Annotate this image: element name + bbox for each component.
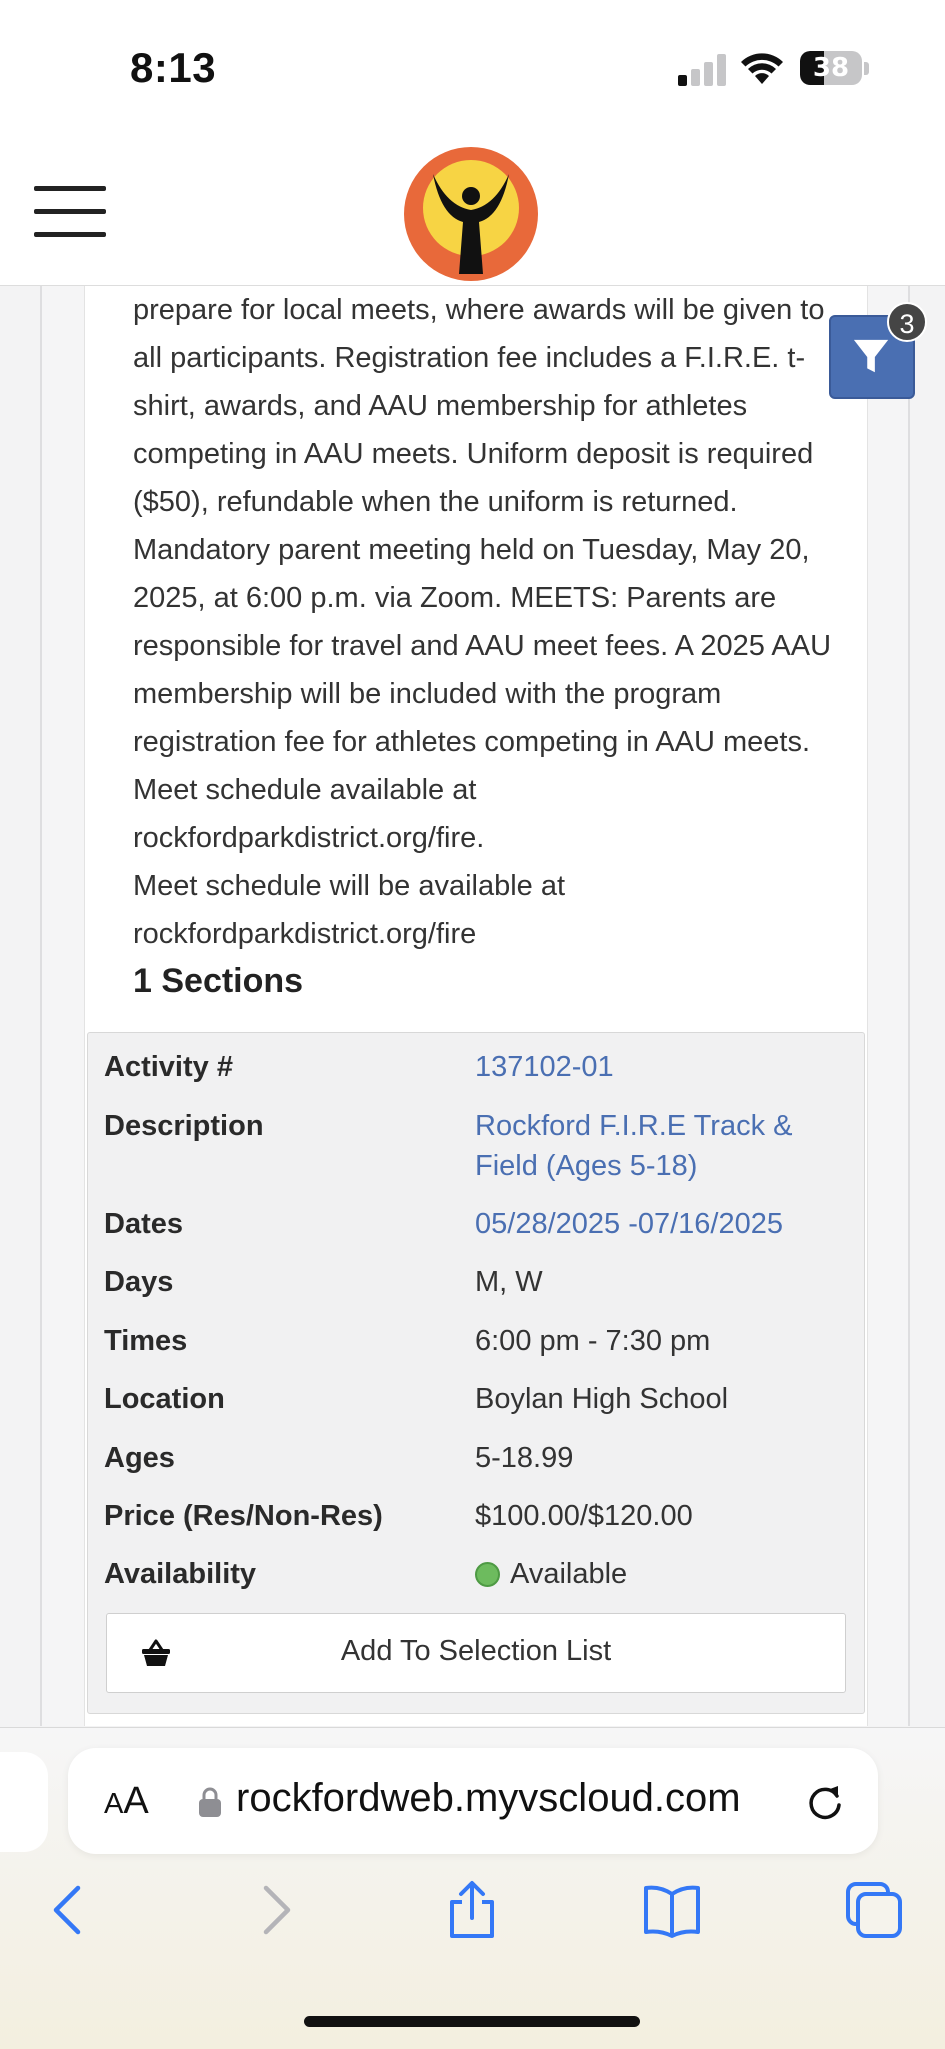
detail-label: Ages xyxy=(104,1442,175,1474)
activity-detail-card xyxy=(84,286,868,1726)
detail-label: Days xyxy=(104,1266,174,1298)
hamburger-menu-icon[interactable] xyxy=(34,186,106,238)
battery-level: 38 xyxy=(812,53,850,83)
sections-title: 1 Sections xyxy=(133,962,304,1000)
reload-icon[interactable] xyxy=(802,1778,848,1824)
battery-tip xyxy=(864,62,869,75)
url-text: rockfordweb.myvscloud.com xyxy=(236,1776,741,1820)
home-indicator xyxy=(304,2016,640,2027)
previous-tab-preview[interactable] xyxy=(0,1752,48,1852)
activity-number-link[interactable]: 137102-01 xyxy=(475,1051,614,1083)
tabs-icon[interactable] xyxy=(844,1880,904,1940)
detail-value: M, W xyxy=(475,1266,543,1298)
bookmarks-icon[interactable] xyxy=(642,1880,702,1940)
app-header xyxy=(0,140,945,286)
detail-label: Dates xyxy=(104,1208,183,1240)
forward-icon[interactable] xyxy=(244,1880,304,1940)
activity-description xyxy=(133,286,833,958)
dates-link[interactable]: 05/28/2025 -07/16/2025 xyxy=(475,1208,783,1240)
add-button-label: Add To Selection List xyxy=(340,1635,612,1667)
lock-icon xyxy=(198,1786,222,1818)
available-status-icon xyxy=(475,1562,500,1587)
status-bar xyxy=(0,0,945,140)
detail-label: Times xyxy=(104,1325,188,1357)
back-icon[interactable] xyxy=(40,1880,100,1940)
section-details xyxy=(87,1032,865,1714)
browser-toolbar xyxy=(0,1727,945,2049)
wifi-icon xyxy=(740,50,784,86)
detail-value: $100.00/$120.00 xyxy=(475,1500,693,1532)
detail-label: Activity # xyxy=(104,1051,233,1083)
cellular-signal-icon xyxy=(678,52,728,86)
detail-label: Location xyxy=(104,1383,225,1415)
status-time: 8:13 xyxy=(130,44,217,91)
detail-label: Availability xyxy=(104,1558,257,1590)
availability-text: Available xyxy=(510,1558,628,1590)
page-content xyxy=(40,286,910,1726)
page-settings-button[interactable]: AA xyxy=(104,1780,149,1822)
battery-icon xyxy=(800,51,862,85)
description-paragraph: prepare for local meets, where awards will be given to all participants. Registration fee includes a F.I.R.E. t-shirt, awards, and AAU membership for athletes competing in AAU meets. Uniform deposit is required ($50), refundable when the uniform is returned. Mandatory parent meeting held on Tuesday, May 20, 2025, at 6:00 p.m. via Zoom. MEETS: Parents are responsible for travel and AAU meet fees. A 2025 AAU membership will be included with the program registration fee for athletes competing in AAU meets. Meet schedule available at rockfordparkdistrict.org/fire. xyxy=(133,294,832,854)
share-icon[interactable] xyxy=(442,1880,502,1940)
park-district-logo-icon[interactable] xyxy=(403,146,539,282)
description-paragraph: Meet schedule will be available at rockfordparkdistrict.org/fire xyxy=(133,870,566,950)
address-bar[interactable] xyxy=(68,1748,878,1854)
activity-description-link[interactable]: Rockford F.I.R.E Track & Field (Ages 5-18) xyxy=(475,1110,793,1182)
browser-nav-row xyxy=(0,1880,945,1950)
detail-label: Description xyxy=(104,1110,264,1142)
availability-value xyxy=(475,1554,850,1594)
detail-label: Price (Res/Non-Res) xyxy=(104,1500,383,1532)
filter-count-badge: 3 xyxy=(887,302,927,342)
detail-value: 5-18.99 xyxy=(475,1442,574,1474)
detail-value: 6:00 pm - 7:30 pm xyxy=(475,1325,711,1357)
detail-value: Boylan High School xyxy=(475,1383,729,1415)
add-to-selection-list-button[interactable] xyxy=(106,1613,846,1693)
